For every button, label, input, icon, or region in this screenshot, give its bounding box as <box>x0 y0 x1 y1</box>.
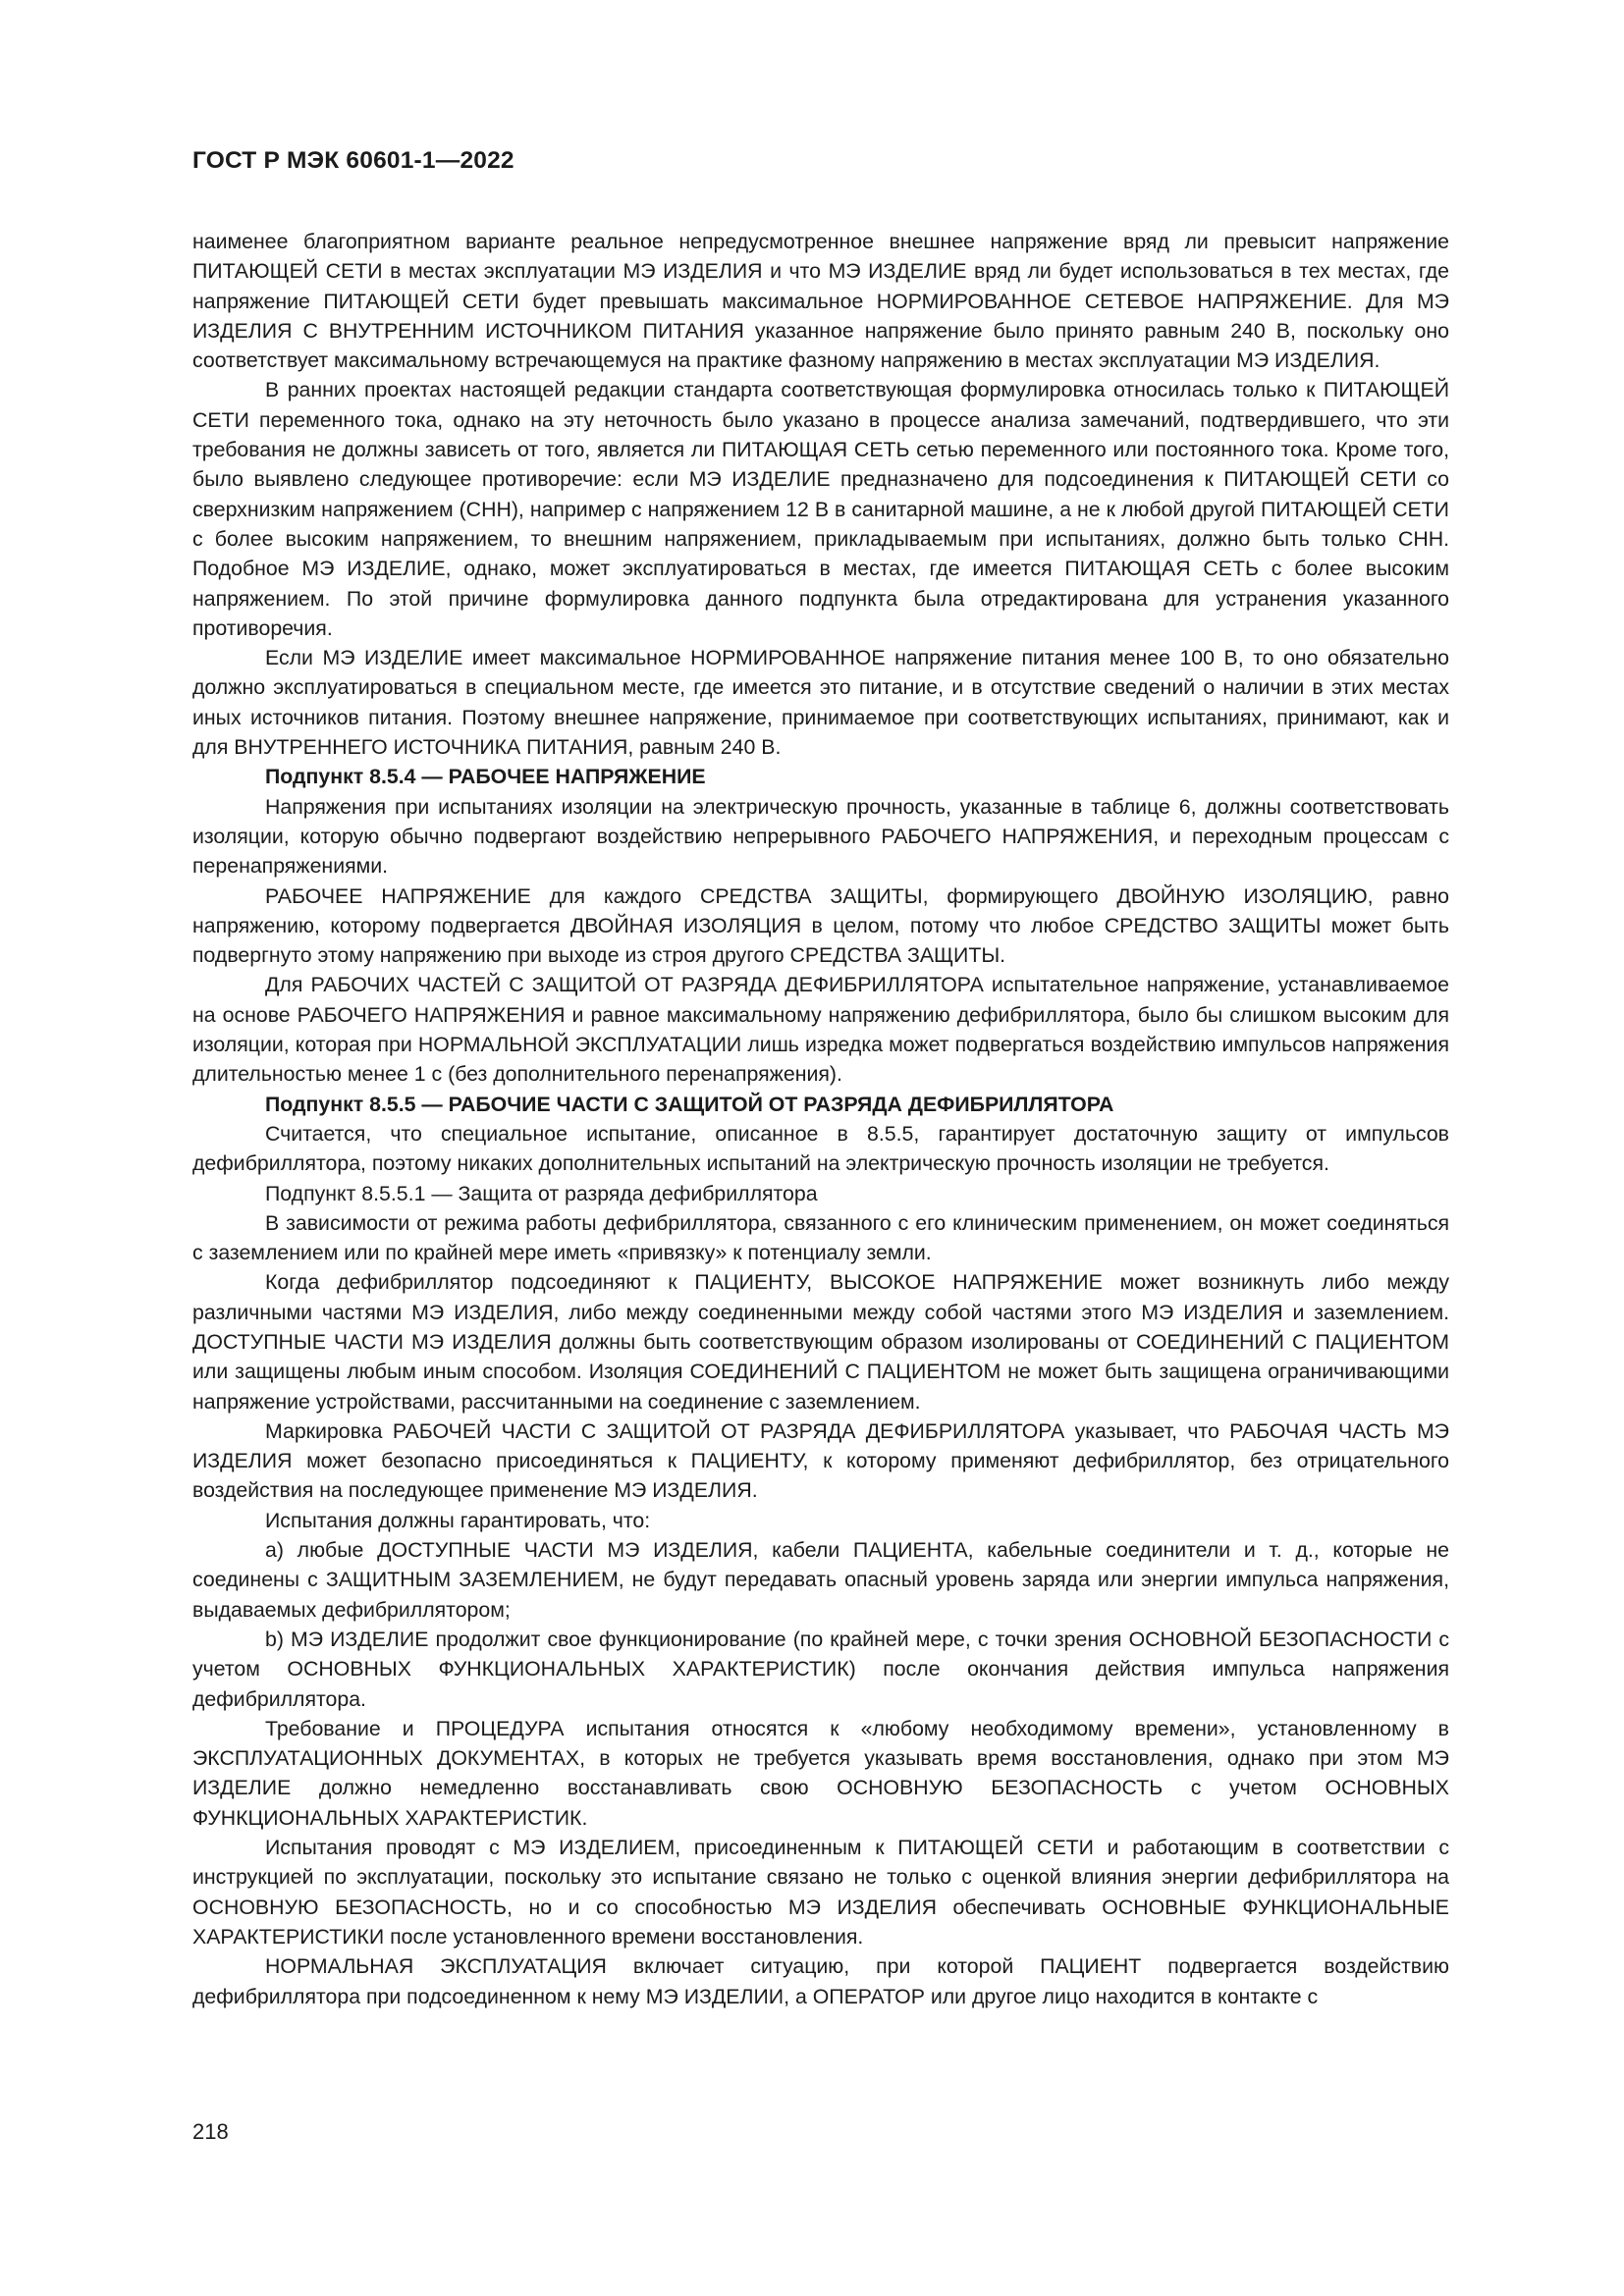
list-item: b) МЭ ИЗДЕЛИЕ продолжит свое функционирование (по крайней мере, с точки зрения ОСНОВНОЙ БЕЗОПАСНОСТИ с учетом ОСНОВНЫХ ФУНКЦИОНАЛЬНЫХ ХАРАКТЕРИСТИК) после окончания действия импульса напряжения дефибриллятора. <box>192 1627 1449 1711</box>
paragraph: НОРМАЛЬНАЯ ЭКСПЛУАТАЦИЯ включает ситуацию, при которой ПАЦИЕНТ подвергается воздействию дефибриллятора при подсоединенном к нему МЭ ИЗДЕЛИИ, а ОПЕРАТОР или другое лицо находится в контакте с <box>192 1954 1449 2008</box>
paragraph: В ранних проектах настоящей редакции стандарта соответствующая формулировка относилась только к ПИТАЮЩЕЙ СЕТИ переменного тока, однако на эту неточность было указано в процессе анализа замечаний, подтвердившего, что эти требования не должны зависеть от того, является ли ПИТАЮЩАЯ СЕТЬ сетью переменного или постоянного тока. Кроме того, было выявлено следующее противоречие: если МЭ ИЗДЕЛИЕ предназначено для подсоединения к ПИТАЮЩЕЙ СЕТИ со сверхнизким напряжением (СНН), например с напряжением 12 В в санитарной машине, а не к любой другой ПИТАЮЩЕЙ СЕТИ с более высоким напряжением, то внешним напряжением, прикладываемым при испытаниях, должно быть только СНН. Подобное МЭ ИЗДЕЛИЕ, однако, может эксплуатироваться в местах, где имеется ПИТАЮЩАЯ СЕТЬ с более высоким напряжением. По этой причине формулировка данного подпункта была отредактирована для устранения указанного противоречия. <box>192 378 1449 640</box>
paragraph: Напряжения при испытаниях изоляции на электрическую прочность, указанные в таблице 6, должны соответствовать изоляции, которую обычно подвергают воздействию непрерывного РАБОЧЕГО НАПРЯЖЕНИЯ, и переходным процессам с перенапряжениями. <box>192 794 1449 879</box>
paragraph: Испытания проводят с МЭ ИЗДЕЛИЕМ, присоединенным к ПИТАЮЩЕЙ СЕТИ и работающим в соответствии с инструкцией по эксплуатации, поскольку это испытание связано не только с оценкой влияния энергии дефибриллятора на ОСНОВНУЮ БЕЗОПАСНОСТЬ, но и со способностью МЭ ИЗДЕЛИЯ обеспечивать ОСНОВНЫЕ ФУНКЦИОНАЛЬНЫЕ ХАРАКТЕРИСТИКИ после установленного времени восстановления. <box>192 1836 1449 1949</box>
document-body <box>192 227 1449 2011</box>
list-item: а) любые ДОСТУПНЫЕ ЧАСТИ МЭ ИЗДЕЛИЯ, кабели ПАЦИЕНТА, кабельные соединители и т. д., которые не соединены с ЗАЩИТНЫМ ЗАЗЕМЛЕНИЕМ, не будут передавать опасный уровень заряда или энергии импульса напряжения, выдаваемых дефибриллятором; <box>192 1538 1449 1622</box>
paragraph: Считается, что специальное испытание, описанное в 8.5.5, гарантирует достаточную защиту от импульсов дефибриллятора, поэтому никаких дополнительных испытаний на электрическую прочность изоляции не требуется. <box>192 1121 1449 1176</box>
paragraph: Когда дефибриллятор подсоединяют к ПАЦИЕНТУ, ВЫСОКОЕ НАПРЯЖЕНИЕ может возникнуть либо между различными частями МЭ ИЗДЕЛИЯ, либо между соединенными между собой частями этого МЭ ИЗДЕЛИЯ и заземлением. ДОСТУПНЫЕ ЧАСТИ МЭ ИЗДЕЛИЯ должны быть соответствующим образом изолированы от СОЕДИНЕНИЙ С ПАЦИЕНТОМ или защищены любым иным способом. Изоляция СОЕДИНЕНИЙ С ПАЦИЕНТОМ не может быть защищена ограничивающими напряжение устройствами, рассчитанными на соединение с заземлением. <box>192 1270 1449 1414</box>
paragraph: Требование и ПРОЦЕДУРА испытания относятся к «любому необходимому времени», установленному в ЭКСПЛУАТАЦИОННЫХ ДОКУМЕНТАХ, в которых не требуется указывать время восстановления, однако при этом МЭ ИЗДЕЛИЕ должно немедленно восстанавливать свою ОСНОВНУЮ БЕЗОПАСНОСТЬ с учетом ОСНОВНЫХ ФУНКЦИОНАЛЬНЫХ ХАРАКТЕРИСТИК. <box>192 1716 1449 1830</box>
section-heading: Подпункт 8.5.4 — РАБОЧЕЕ НАПРЯЖЕНИЕ <box>265 765 706 789</box>
document-header: ГОСТ Р МЭК 60601-1—2022 <box>192 147 514 174</box>
page-number: 218 <box>192 2119 229 2144</box>
subsection-title: Подпункт 8.5.5.1 — Защита от разряда дефибриллятора <box>265 1181 818 1205</box>
paragraph: Маркировка РАБОЧЕЙ ЧАСТИ С ЗАЩИТОЙ ОТ РАЗРЯДА ДЕФИБРИЛЛЯТОРА указывает, что РАБОЧАЯ ЧАСТЬ МЭ ИЗДЕЛИЯ может безопасно присоединяться к ПАЦИЕНТУ, к которому применяют дефибриллятор, без отрицательного воздействия на последующее применение МЭ ИЗДЕЛИЯ. <box>192 1418 1449 1503</box>
section-heading: Подпункт 8.5.5 — РАБОЧИЕ ЧАСТИ С ЗАЩИТОЙ ОТ РАЗРЯДА ДЕФИБРИЛЛЯТОРА <box>265 1092 1114 1116</box>
paragraph: наименее благоприятном варианте реальное непредусмотренное внешнее напряжение вряд ли превысит напряжение ПИТАЮЩЕЙ СЕТИ в местах эксплуатации МЭ ИЗДЕЛИЯ и что МЭ ИЗДЕЛИЕ вряд ли будет использоваться в тех местах, где напряжение ПИТАЮЩЕЙ СЕТИ будет превышать максимальное НОРМИРОВАННОЕ СЕТЕВОЕ НАПРЯЖЕНИЕ. Для МЭ ИЗДЕЛИЯ С ВНУТРЕННИМ ИСТОЧНИКОМ ПИТАНИЯ указанное напряжение было принято равным 240 В, поскольку оно соответствует максимальному встречающемуся на практике фазному напряжению в местах эксплуатации МЭ ИЗДЕЛИЯ. <box>192 230 1449 373</box>
paragraph: РАБОЧЕЕ НАПРЯЖЕНИЕ для каждого СРЕДСТВА ЗАЩИТЫ, формирующего ДВОЙНУЮ ИЗОЛЯЦИЮ, равно напряжению, которому подвергается ДВОЙНАЯ ИЗОЛЯЦИЯ в целом, потому что любое СРЕДСТВО ЗАЩИТЫ может быть подвергнуто этому напряжению при выходе из строя другого СРЕДСТВА ЗАЩИТЫ. <box>192 883 1449 968</box>
paragraph: В зависимости от режима работы дефибриллятора, связанного с его клиническим применением, он может соединяться с заземлением или по крайней мере иметь «привязку» к потенциалу земли. <box>192 1210 1449 1265</box>
paragraph: Для РАБОЧИХ ЧАСТЕЙ С ЗАЩИТОЙ ОТ РАЗРЯДА ДЕФИБРИЛЛЯТОРА испытательное напряжение, устанавливаемое на основе РАБОЧЕГО НАПРЯЖЕНИЯ и равное максимальному напряжению дефибриллятора, было бы слишком высоким для изоляции, которая при НОРМАЛЬНОЙ ЭКСПЛУАТАЦИИ лишь изредка может подвергаться воздействию импульсов напряжения длительностью менее 1 с (без дополнительного перенапряжения). <box>192 973 1449 1087</box>
paragraph: Если МЭ ИЗДЕЛИЕ имеет максимальное НОРМИРОВАННОЕ напряжение питания менее 100 В, то оно обязательно должно эксплуатироваться в специальном месте, где имеется это питание, и в отсутствие сведений о наличии в этих местах иных источников питания. Поэтому внешнее напряжение, принимаемое при соответствующих испытаниях, принимают, как и для ВНУТРЕННЕГО ИСТОЧНИКА ПИТАНИЯ, равным 240 В. <box>192 646 1449 760</box>
paragraph: Испытания должны гарантировать, что: <box>265 1508 651 1532</box>
